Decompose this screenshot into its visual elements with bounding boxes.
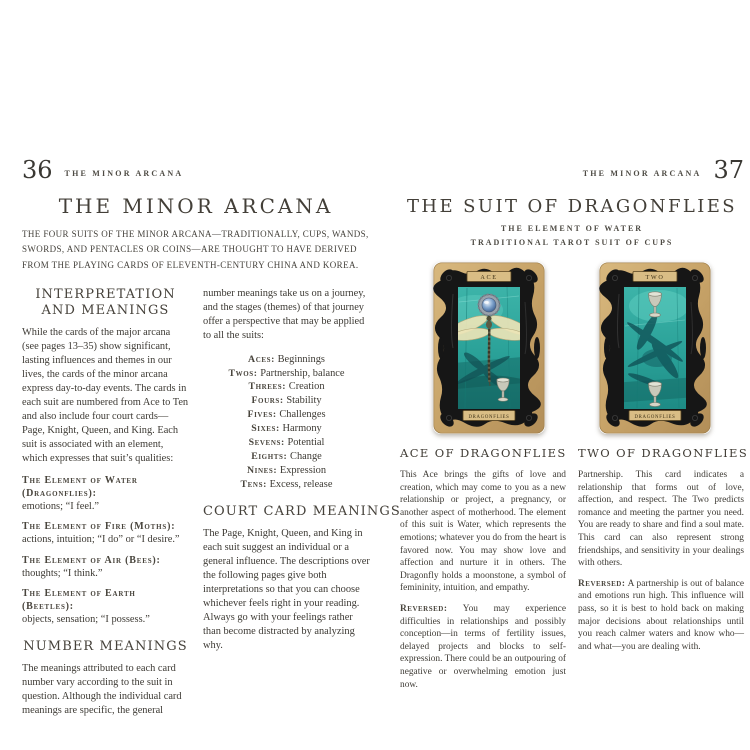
running-head-right: THE MINOR ARCANA [582,169,702,178]
left-page [22,156,401,726]
number-list-item: Nines: Expression [246,465,327,477]
court-card-body: The Page, Knight, Queen, and King in each suit suggest an individual or a general influence. The descriptions over the following pages give both interpretations so that you can choose whichever feels right in your reading. Always go with your feelings rather than become distracted by analyzing why. [203,528,370,651]
tarot-cards-row [400,262,744,434]
interpretation-heading: INTERPRETATION AND MEANINGS [35,286,176,319]
element-entry [22,554,189,581]
intro-paragraph: THE FOUR SUITS OF THE MINOR ARCANA—TRADITIONALLY, CUPS, WANDS, SWORDS, AND PENTACLES OR COINS—ARE THOUGHT TO HAVE DERIVED FROM THE PLAYING CARDS OF ELEVENTH-CENTURY CHINA AND KOREA. [22,229,369,270]
two-caption: TWO OF DRAGONFLIES [578,446,749,460]
card-suit-banner [629,411,681,421]
number-list-item: Twos: Partnership, balance [228,367,345,379]
suit-subtitle-element: THE ELEMENT OF WATER [500,224,644,233]
number-meanings-heading: NUMBER MEANINGS [23,638,188,654]
ace-description-column [400,446,566,699]
court-card-heading: COURT CARD MEANINGS [203,503,401,519]
two-description-column [578,446,749,699]
ace-card-illustration [433,262,545,434]
svg-text:DRAGONFLIES: DRAGONFLIES [634,414,676,420]
element-label: The Element of Fire (Moths): [22,521,176,533]
card-descriptions [400,446,749,699]
left-column-2 [203,283,401,726]
svg-text:DRAGONFLIES: DRAGONFLIES [468,414,510,420]
element-text: thoughts; “I think.” [22,567,103,579]
card-rank-banner [633,272,677,282]
suit-subtitle-tarot: TRADITIONAL TAROT SUIT OF CUPS [470,238,674,247]
number-list-item: Sevens: Potential [248,437,325,449]
two-card-window-art [621,285,689,411]
number-meanings-continued: number meanings take us on a journey, and the stages (themes) of that journey offer a perspective that may be applied to all the suits: [203,287,366,341]
two-reversed: Reversed: A partnership is out of balance and emotions run high. This influence will pass, so it is best to hold back on making major decisions about relationships until you reach calmer waters and know who—and what—you are dealing with. [578,578,745,652]
ace-caption: ACE OF DRAGONFLIES [400,446,567,460]
number-list-item: Eights: Change [251,451,322,463]
element-label: The Element of Earth (Beetles): [22,588,136,613]
running-head-left: THE MINOR ARCANA [64,169,184,178]
moonstone-icon [479,295,500,316]
left-column-1 [22,283,189,726]
page-number-left: 36 [22,156,53,184]
left-page-header [22,158,370,182]
number-list-item: Sixes: Harmony [251,423,322,435]
interpretation-body: While the cards of the major arcana (see pages 13–35) show significant, lasting influences and themes in our lives, the cards of the minor arcana express day-to-day events. The cards in each suit are numbered from Ace to Ten and also include four court cards—Page, Knight, Queen, and King. Each suit is associated with an element, which expresses that suit’s qualities: [22,327,189,464]
page-number-right: 37 [713,156,744,184]
reversed-label: Reversed: [578,578,626,589]
ace-reversed: Reversed: You may experience difficulties in relationships and possibly conception—in terms of fertility issues, delayed projects and blocks to self-expression. There could be an outpouring of negative or overwhelming emotion just now. [400,603,566,690]
card-rank-banner [467,272,511,282]
right-page [400,156,749,699]
suit-title: THE SUIT OF DRAGONFLIES [407,196,737,217]
ace-body: This Ace brings the gifts of love and creation, which may come to you as a new relationship or project, a pregnancy, or another aspect of motherhood. The element of this suit is Water, which represents the emotions; whatever you do from the heart is favored now. You may show love and affection and nurture it in others. The Dragonfly holds a moonstone, a symbol of femininity, intuition, and empathy. [400,470,566,594]
left-page-columns [22,283,401,726]
number-list-item: Fours: Stability [251,395,322,407]
two-card-illustration [599,262,711,434]
number-meanings-body: The meanings attributed to each card number vary according to the suit in question. Although the individual card meanings are specific, the general [22,663,182,716]
element-label: The Element of Air (Bees): [22,554,161,566]
element-text: objects, sensation; “I possess.” [22,614,150,626]
svg-text:TWO: TWO [645,274,665,281]
element-text: emotions; “I feel.” [22,500,100,512]
page-title: THE MINOR ARCANA [58,194,334,218]
svg-text:ACE: ACE [480,274,498,281]
number-list-item: Threes: Creation [248,381,325,393]
number-list [203,353,370,492]
tarot-card-ace-of-dragonflies [433,262,545,434]
number-list-item: Aces: Beginnings [248,353,325,365]
element-entry [22,474,189,514]
number-list-item: Tens: Excess, release [240,478,333,490]
element-entry [22,520,189,547]
reversed-label: Reversed: [400,603,448,614]
tarot-card-two-of-dragonflies [599,262,711,434]
element-text: actions, intuition; “I do” or “I desire.” [22,534,180,546]
card-suit-banner [463,411,515,421]
two-body: Partnership. This card indicates a relationship that forms out of love, affection, and respect. The Two predicts romance and meeting the partner you need. You are ready to share and find a soul mate. This card can also represent strong friendships, and sensitivity in your dealings with others. [578,470,744,569]
element-entry [22,587,189,627]
element-label: The Element of Water (Dragonflies): [22,474,138,499]
right-page-header [400,158,744,182]
number-list-item: Fives: Challenges [247,409,326,421]
